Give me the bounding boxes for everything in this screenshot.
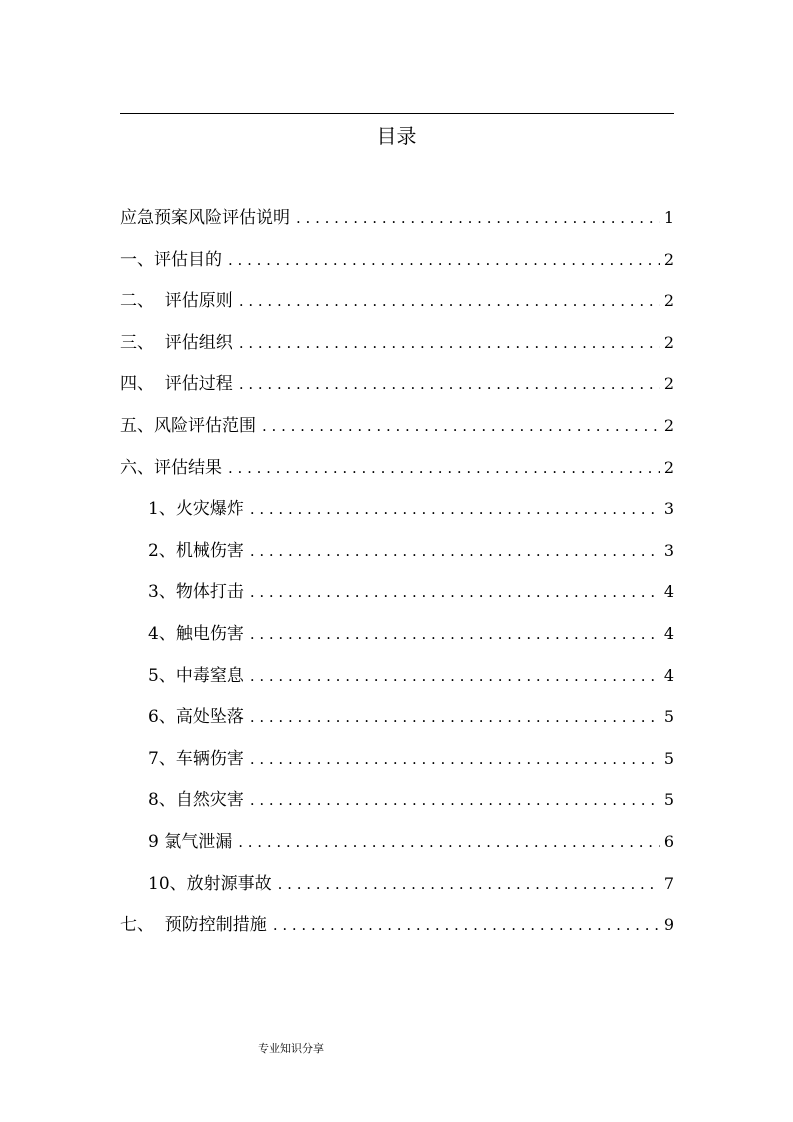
- toc-entry[interactable]: [120, 911, 674, 953]
- toc-entry-page: 1: [663, 208, 674, 227]
- toc-entry-label: 三、 评估组织: [120, 332, 233, 353]
- toc-subentry[interactable]: [120, 745, 674, 787]
- dot-leader: [250, 578, 660, 606]
- toc-subentry[interactable]: [120, 786, 674, 828]
- toc-entry-page: 3: [663, 499, 674, 519]
- toc-entry[interactable]: [120, 246, 674, 288]
- toc-entry-label: 七、 预防控制措施: [120, 915, 267, 936]
- dot-leader: [273, 911, 660, 939]
- dot-leader: [296, 204, 660, 232]
- toc-subentry[interactable]: [120, 578, 674, 620]
- toc-entry-label: 10、放射源事故: [148, 873, 272, 894]
- toc-subentry[interactable]: [120, 703, 674, 745]
- dot-leader: [250, 786, 660, 814]
- toc-entry[interactable]: [120, 329, 674, 371]
- dot-leader: [250, 745, 660, 773]
- toc-entry-page: 4: [663, 623, 674, 643]
- toc-subentry[interactable]: [120, 495, 674, 537]
- toc-subentry[interactable]: [120, 828, 674, 870]
- toc-entry[interactable]: [120, 454, 674, 496]
- dot-leader: [250, 620, 660, 648]
- dot-leader: [239, 287, 660, 315]
- dot-leader: [238, 828, 660, 856]
- toc-entry-page: 2: [663, 291, 674, 311]
- toc-entry[interactable]: [120, 412, 674, 454]
- footer-text: 专业知识分享: [258, 1042, 324, 1055]
- toc-entry-label: 2、机械伤害: [148, 540, 244, 561]
- toc-subentry[interactable]: [120, 662, 674, 704]
- toc-entry-page: 2: [663, 249, 674, 269]
- toc-entry-page: 7: [663, 873, 674, 893]
- toc-entry-label: 应急预案风险评估说明: [120, 208, 290, 228]
- toc-entry-page: 2: [663, 332, 674, 352]
- toc-subentry[interactable]: [120, 620, 674, 662]
- toc-entry-page: 4: [663, 582, 674, 602]
- toc-entry-page: 5: [663, 707, 674, 727]
- toc-entry-label: 9 氯气泄漏: [148, 831, 233, 852]
- toc-entry-page: 2: [663, 415, 674, 435]
- toc-entry[interactable]: [120, 287, 674, 329]
- toc-title: 目录: [376, 124, 417, 148]
- toc-subentry[interactable]: [120, 537, 674, 579]
- dot-leader: [239, 370, 660, 398]
- toc-entry-label: 一、评估目的: [120, 249, 222, 270]
- toc-entry-label: 四、 评估过程: [120, 374, 233, 395]
- header-rule: [120, 113, 674, 114]
- table-of-contents: [120, 204, 674, 953]
- toc-entry-label: 六、评估结果: [120, 457, 222, 478]
- dot-leader: [278, 870, 660, 898]
- dot-leader: [250, 662, 660, 690]
- dot-leader: [239, 329, 660, 357]
- toc-entry-page: 4: [663, 665, 674, 685]
- dot-leader: [250, 537, 660, 565]
- toc-entry-label: 3、物体打击: [148, 582, 244, 603]
- toc-entry-page: 5: [663, 790, 674, 810]
- dot-leader: [228, 454, 660, 482]
- dot-leader: [262, 412, 660, 440]
- toc-entry-label: 五、风险评估范围: [120, 415, 256, 436]
- toc-entry-page: 9: [663, 915, 674, 935]
- dot-leader: [228, 246, 660, 274]
- toc-entry-label: 8、自然灾害: [148, 790, 244, 811]
- toc-entry-page: 6: [663, 831, 674, 851]
- toc-entry-label: 7、车辆伤害: [148, 748, 244, 769]
- toc-entry-page: 2: [663, 374, 674, 394]
- toc-entry-page: 5: [663, 748, 674, 768]
- dot-leader: [250, 495, 660, 523]
- toc-entry-page: 2: [663, 457, 674, 477]
- toc-entry[interactable]: [120, 370, 674, 412]
- toc-entry[interactable]: [120, 204, 674, 246]
- toc-entry-label: 4、触电伤害: [148, 623, 244, 644]
- toc-entry-page: 3: [663, 540, 674, 560]
- dot-leader: [250, 703, 660, 731]
- toc-entry-label: 6、高处坠落: [148, 707, 244, 728]
- toc-subentry[interactable]: [120, 870, 674, 912]
- toc-entry-label: 1、火灾爆炸: [148, 499, 244, 520]
- toc-entry-label: 5、中毒窒息: [148, 665, 244, 686]
- toc-entry-label: 二、 评估原则: [120, 291, 233, 312]
